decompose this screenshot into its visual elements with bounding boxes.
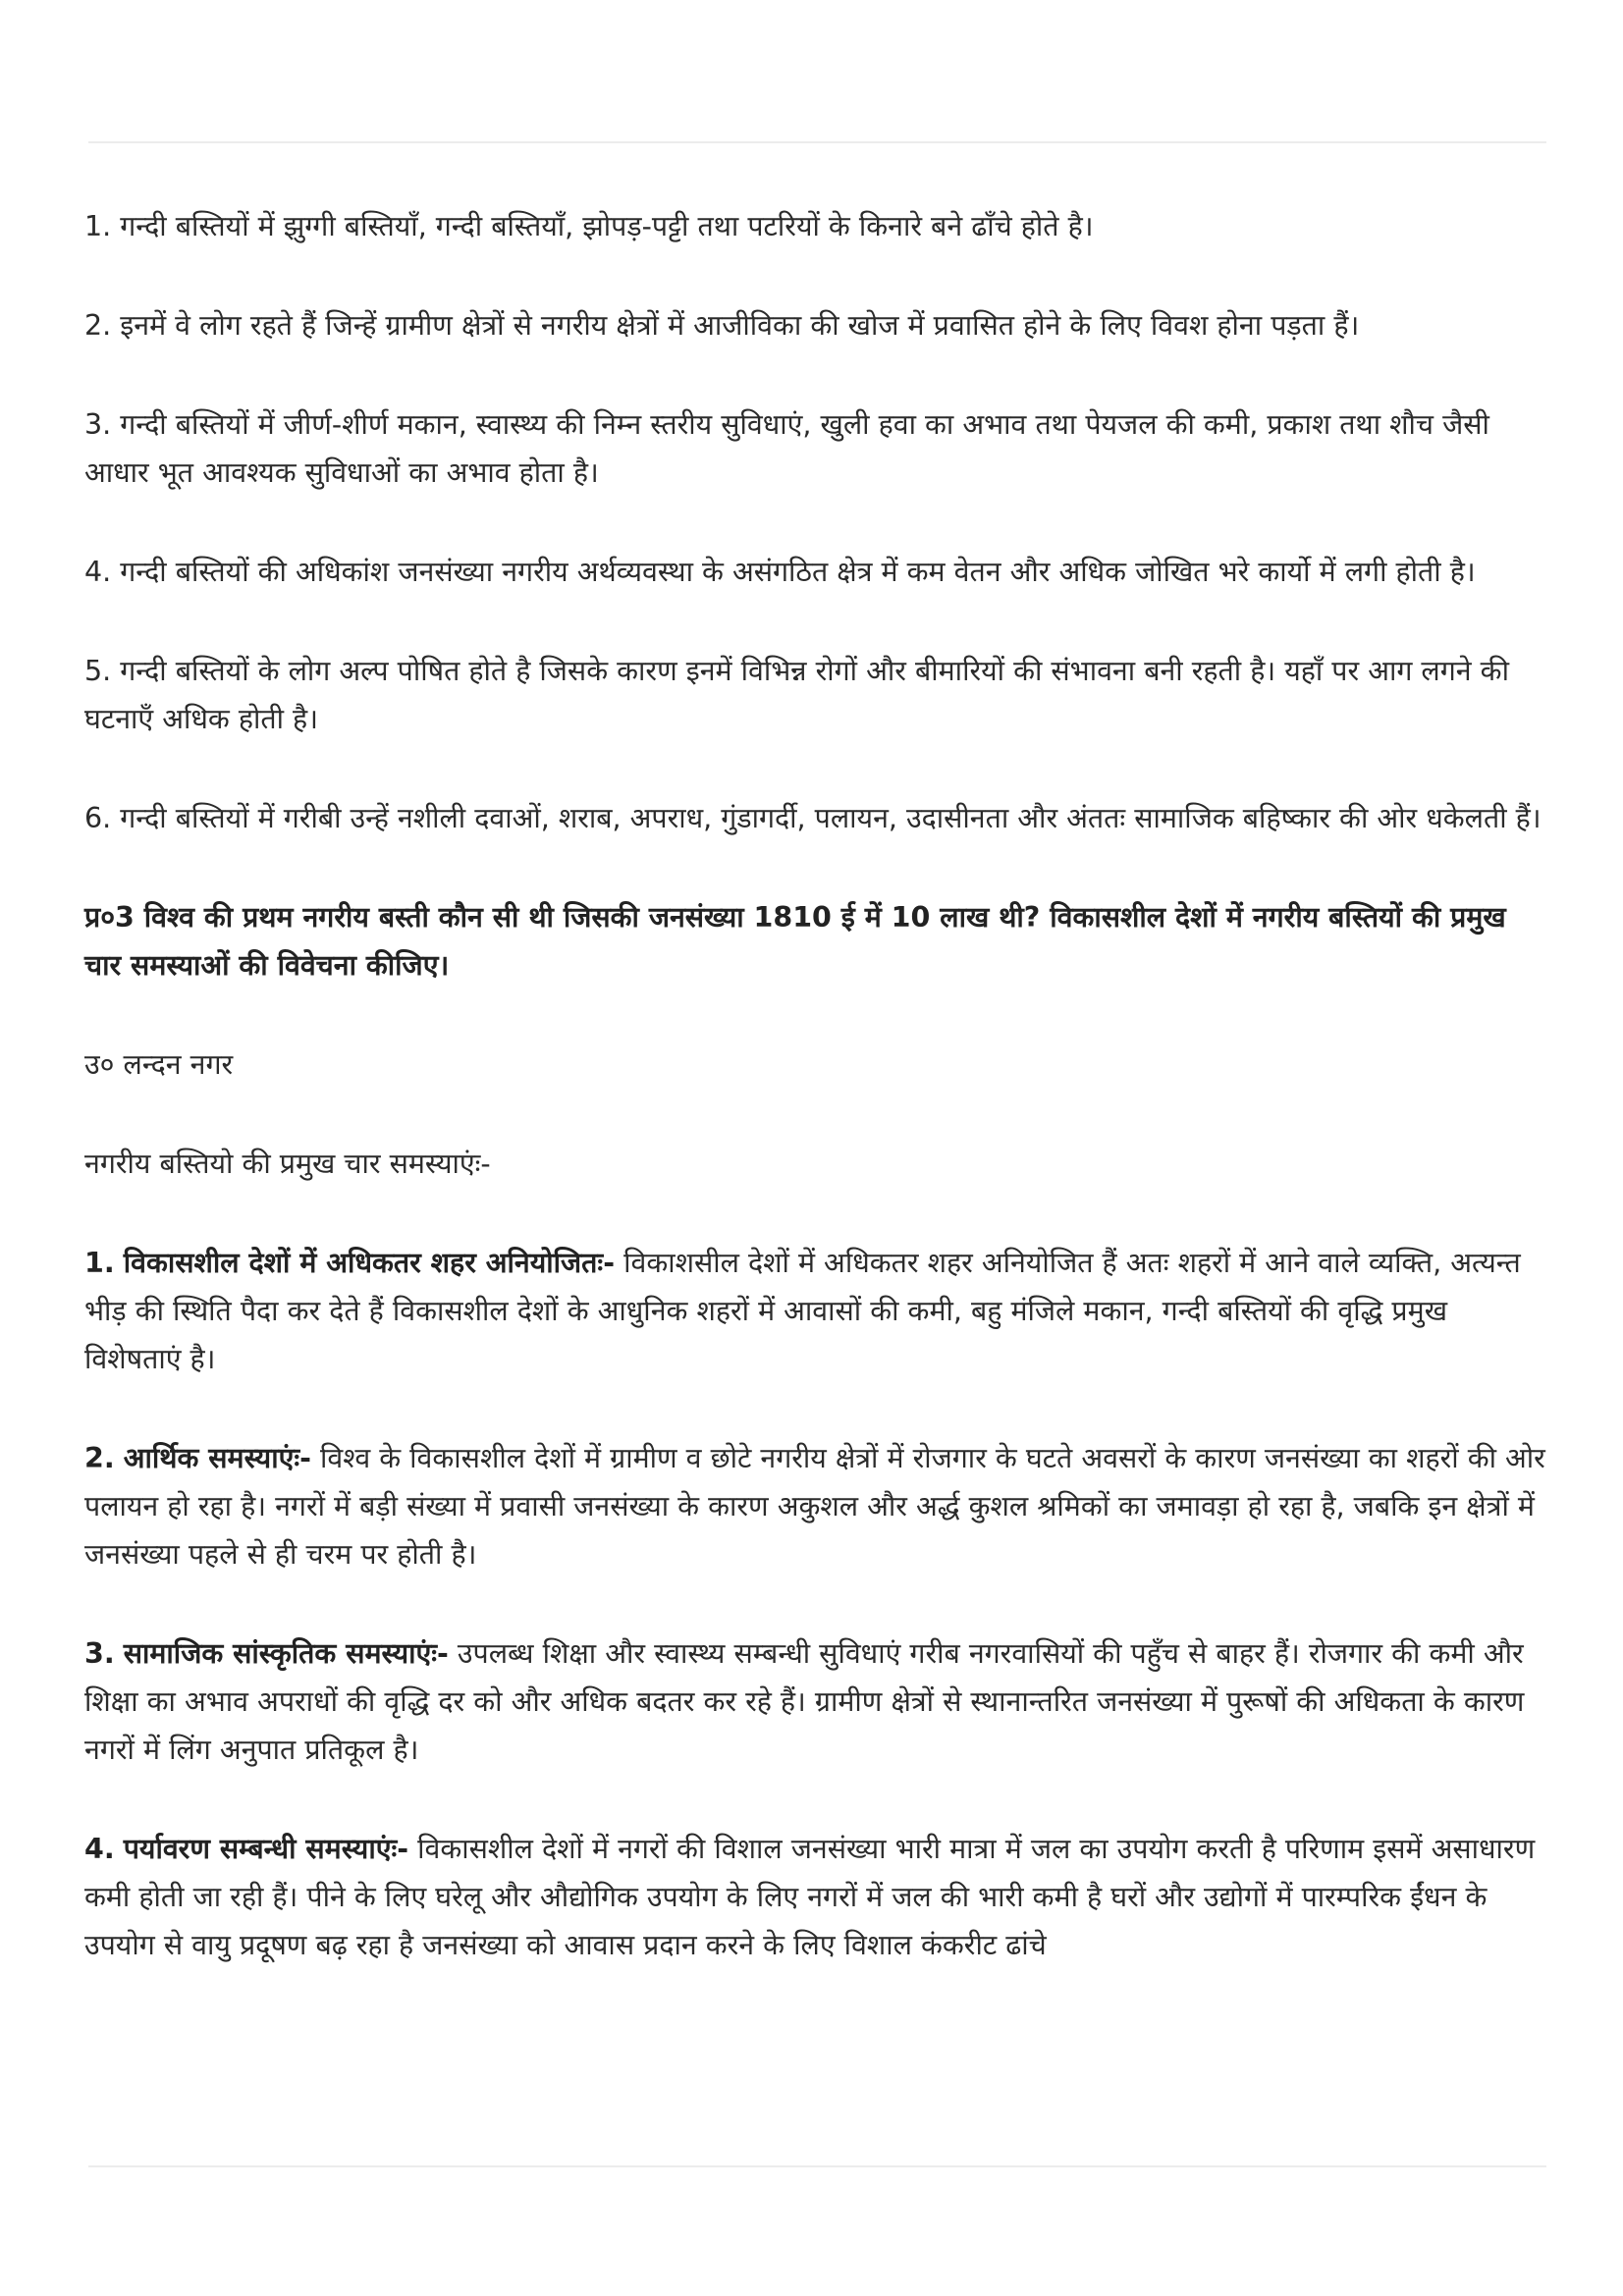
problem-text: विश्व के विकासशील देशों में ग्रामीण व छोटे नगरीय क्षेत्रों में रोजगार के घटते अवसरों के कारण जनसंख्या का शहरों की ओर पलायन हो रहा है। नगरों में बड़ी संख्या में प्रवासी जनसंख्या के कारण अकुशल और अर्द्ध कुशल श्रमिकों का जमावड़ा हो रहा है, जबकि इन क्षेत्रों में जनसंख्या पहले से ही चरम पर होती है। [84,1442,1545,1571]
problem-title: पर्यावरण सम्बन्धी समस्याएंः- [123,1833,409,1865]
point-2 [84,301,1547,349]
point-5 [84,647,1547,743]
problem-4 [84,1825,1547,1969]
problem-1 [84,1239,1547,1383]
problem-number: 1. [84,1247,115,1279]
point-text: गन्दी बस्तियों की अधिकांश जनसंख्या नगरीय अर्थव्यवस्था के असंगठित क्षेत्र में कम वेतन और अधिक जोखित भरे कार्यो में लगी होती है। [120,556,1476,588]
point-6 [84,794,1547,842]
point-text: गन्दी बस्तियों के लोग अल्प पोषित होते है जिसके कारण इनमें विभिन्न रोगों और बीमारियों की संभावना बनी रहती है। यहाँ पर आग लगने की घटनाएँ अधिक होती है। [84,655,1509,735]
problem-title: सामाजिक सांस्कृतिक समस्याएंः- [123,1637,449,1670]
document-body [84,202,1547,2020]
point-number: 6. [84,802,112,834]
problem-number: 4. [84,1833,115,1865]
problem-title: आर्थिक समस्याएंः- [123,1442,311,1474]
point-3 [84,400,1547,497]
point-number: 5. [84,655,112,687]
point-number: 4. [84,556,112,588]
point-4 [84,548,1547,596]
answer-text: उ० लन्दन नगर [84,1048,234,1081]
problem-title: विकासशील देशों में अधिकतर शहर अनियोजितः- [123,1247,616,1279]
problems-subheading: नगरीय बस्तियो की प्रमुख चार समस्याएंः- [84,1148,491,1180]
point-number: 3. [84,408,112,441]
problem-number: 3. [84,1637,115,1670]
problem-text: उपलब्ध शिक्षा और स्वास्थ्य सम्बन्धी सुविधाएं गरीब नगरवासियों की पहुँच से बाहर हैं। रोजगार की कमी और शिक्षा का अभाव अपराधों की वृद्धि दर को और अधिक बदतर कर रहे हैं। ग्रामीण क्षेत्रों से स्थानान्तरित जनसंख्या में पुरूषों की अधिकता के कारण नगरों में लिंग अनुपात प्रतिकूल है। [84,1637,1525,1766]
point-number: 2. [84,309,112,342]
problem-number: 2. [84,1442,115,1474]
point-1 [84,202,1547,250]
bottom-divider [88,2165,1546,2167]
point-text: गन्दी बस्तियों में जीर्ण-शीर्ण मकान, स्वास्थ्य की निम्न स्तरीय सुविधाएं, खुली हवा का अभाव तथा पेयजल की कमी, प्रकाश तथा शौच जैसी आधार भूत आवश्यक सुविधाओं का अभाव होता है। [84,408,1489,489]
problem-2 [84,1434,1547,1578]
question-heading: प्र०3 विश्व की प्रथम नगरीय बस्ती कौन सी थी जिसकी जनसंख्या 1810 ई में 10 लाख थी? विकासशील देशों में नगरीय बस्तियों की प्रमुख चार समस्याओं की विवेचना कीजिए। [84,901,1506,982]
point-text: गन्दी बस्तियों में गरीबी उन्हें नशीली दवाओं, शराब, अपराध, गुंडागर्दी, पलायन, उदासीनता और अंततः सामाजिक बहिष्कार की ओर धकेलती हैं। [120,802,1542,834]
top-divider [88,141,1546,143]
point-text: इनमें वे लोग रहते हैं जिन्हें ग्रामीण क्षेत्रों से नगरीय क्षेत्रों में आजीविका की खोज में प्रवासित होने के लिए विवश होना पड़ता हैं। [120,309,1360,342]
point-number: 1. [84,210,112,242]
point-text: गन्दी बस्तियों में झुग्गी बस्तियाँ, गन्दी बस्तियाँ, झोपड़-पट्टी तथा पटरियों के किनारे बने ढाँचे होते है। [120,210,1094,242]
problem-3 [84,1629,1547,1774]
problem-text: विकासशील देशों में नगरों की विशाल जनसंख्या भारी मात्रा में जल का उपयोग करती है परिणाम इसमें असाधारण कमी होती जा रही हैं। पीने के लिए घरेलू और औद्योगिक उपयोग के लिए नगरों में जल की भारी कमी है घरों और उद्योगों में पारम्परिक ईंधन के उपयोग से वायु प्रदूषण बढ़ रहा है जनसंख्या को आवास प्रदान करने के लिए विशाल कंकरीट ढांचे [84,1833,1536,1961]
problem-text: विकाशसील देशों में अधिकतर शहर अनियोजित हैं अतः शहरों में आने वाले व्यक्ति, अत्यन्त भीड़ की स्थिति पैदा कर देते हैं विकासशील देशों के आधुनिक शहरों में आवासों की कमी, बहु मंजिले मकान, गन्दी बस्तियों की वृद्धि प्रमुख विशेषताएं है। [84,1247,1521,1375]
